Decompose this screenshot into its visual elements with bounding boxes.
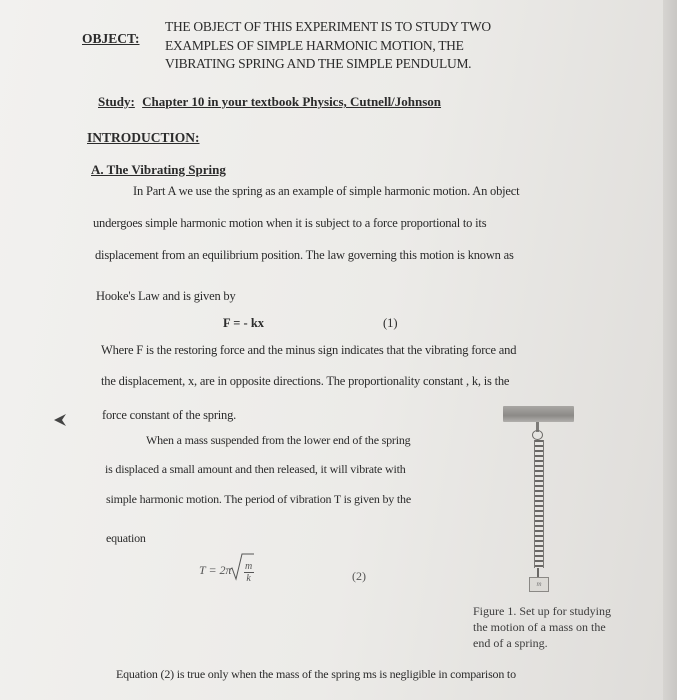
sqrt-fraction — [236, 558, 254, 584]
paragraph3-line-4: equation — [106, 531, 146, 545]
equation2-lhs: T = 2π — [199, 562, 232, 577]
section-a-heading: A. The Vibrating Spring — [91, 162, 226, 177]
study-label: Study: — [98, 94, 135, 109]
equation1-formula: F = - kx — [223, 316, 265, 330]
object-label: OBJECT: — [82, 31, 140, 46]
equation2-number: (2) — [352, 569, 366, 583]
equation1-number: (1) — [383, 316, 398, 330]
final-line: Equation (2) is true only when the mass of the spring ms is negligible in comparison to — [116, 667, 516, 681]
introduction-heading: INTRODUCTION: — [87, 130, 200, 145]
paragraph1-line-3: displacement from an equilibrium position. The law governing this motion is known as — [95, 248, 514, 262]
page-edge — [663, 0, 677, 700]
paragraph1-line-1: In Part A we use the spring as an example of simple harmonic motion. An object — [133, 184, 520, 198]
figure-caption-line-2: the motion of a mass on the — [473, 620, 606, 634]
figure-caption-line-3: end of a spring. — [473, 636, 548, 650]
equation2-numerator: m — [244, 561, 253, 572]
paragraph3-line-3: simple harmonic motion. The period of vibration T is given by the — [106, 492, 411, 506]
object-line-1: THE OBJECT OF THIS EXPERIMENT IS TO STUDY TWO — [165, 19, 491, 34]
paragraph2-line-3: force constant of the spring. — [102, 408, 237, 422]
paragraph1-line-4: Hooke's Law and is given by — [96, 289, 236, 303]
object-line-3: VIBRATING SPRING AND THE SIMPLE PENDULUM. — [165, 56, 472, 71]
object-line-2: EXAMPLES OF SIMPLE HARMONIC MOTION, THE — [165, 38, 464, 53]
equation2-denominator: k — [246, 573, 251, 584]
study-text: Chapter 10 in your textbook Physics, Cutnell/Johnson — [142, 94, 442, 109]
figure-caption-line-1: Figure 1. Set up for studying — [473, 604, 611, 618]
spring-coil — [534, 440, 544, 568]
study-line — [98, 94, 441, 110]
paragraph3-line-1: When a mass suspended from the lower end of the spring — [146, 433, 411, 447]
spring-clamp — [503, 406, 574, 422]
mouse-cursor-icon — [53, 413, 67, 427]
paragraph1-line-2: undergoes simple harmonic motion when it is subject to a force proportional to its — [93, 216, 487, 230]
paragraph2-line-1: Where F is the restoring force and the minus sign indicates that the vibrating force and — [101, 343, 517, 357]
equation2 — [199, 558, 254, 584]
hanging-mass: m — [529, 577, 549, 592]
paragraph2-line-2: the displacement, x, are in opposite directions. The proportionality constant , k, is the — [101, 374, 510, 388]
paragraph3-line-2: is displaced a small amount and then released, it will vibrate with — [105, 462, 406, 476]
spring-ring — [532, 430, 543, 440]
radical-sign — [228, 552, 254, 582]
